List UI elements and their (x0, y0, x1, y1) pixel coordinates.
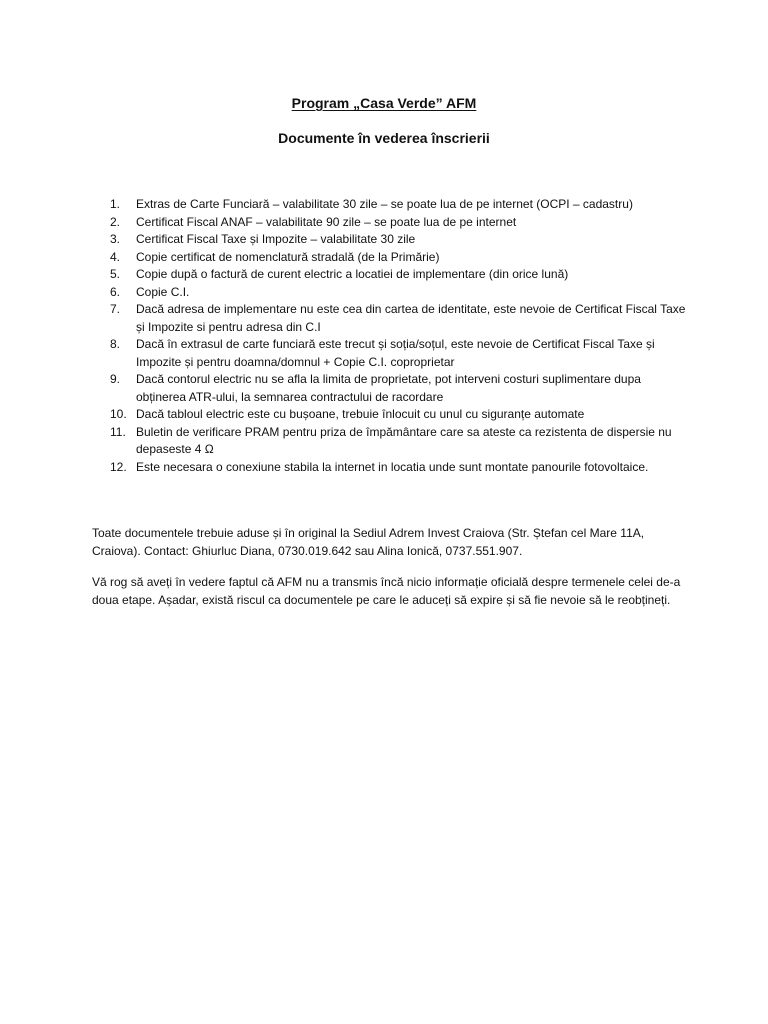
contact-paragraph: Toate documentele trebuie aduse și în original la Sediul Adrem Invest Craiova (Str. Ștefan cel Mare 11A, Craiova). Contact: Ghiurluc Diana, 0730.019.642 sau Alina Ionică, 0737.551.907. (92, 526, 645, 558)
list-item-text: Dacă adresa de implementare nu este cea din cartea de identitate, este nevoie de Certificat Fiscal Taxe și Impozite si pentru adresa din C.I (136, 302, 686, 334)
list-item (92, 214, 692, 232)
list-item-text: Copie după o factură de curent electric a locatiei de implementare (din orice lună) (136, 267, 569, 281)
list-item-text: Buletin de verificare PRAM pentru priza de împământare care sa ateste ca rezistenta de dispersie nu depaseste 4 Ω (136, 424, 672, 456)
list-item (92, 231, 692, 249)
list-item (92, 284, 692, 302)
list-item-text: Este necesara o conexiune stabila la internet in locatia unde sunt montate panourile fotovoltaice. (136, 459, 649, 474)
list-item-text: Dacă în extrasul de carte funciară este trecut și soția/soțul, este nevoie de Certificat Fiscal Taxe și Impozite și pentru doamna/domnul + Copie C.I. coproprietar (136, 337, 655, 369)
list-item-number: 6. (110, 284, 121, 299)
list-item (92, 424, 692, 459)
list-item (92, 301, 692, 336)
list-item-number: 1. (110, 197, 121, 211)
required-documents-list (92, 196, 692, 476)
list-item-number: 12. (110, 459, 127, 474)
page-title: Program „Casa Verde” AFM (291, 95, 477, 111)
list-item-text: Dacă contorul electric nu se afla la limita de proprietate, pot interveni costuri suplimentare dupa obținerea ATR-ului, la semnarea contractului de racordare (136, 372, 641, 404)
list-item-number: 3. (110, 232, 121, 246)
list-item-number: 9. (110, 372, 121, 386)
page-subtitle: Documente în vederea înscrierii (278, 130, 490, 146)
list-item-text: Certificat Fiscal Taxe și Impozite – valabilitate 30 zile (136, 232, 416, 246)
list-item (92, 249, 692, 267)
list-item (92, 336, 692, 371)
list-item (92, 266, 692, 284)
list-item-number: 4. (110, 249, 121, 264)
list-item-text: Certificat Fiscal ANAF – valabilitate 90 zile – se poate lua de pe internet (136, 214, 517, 229)
list-item-number: 10. (110, 407, 127, 421)
list-item-number: 5. (110, 267, 121, 281)
list-item-text: Dacă tabloul electric este cu bușoane, trebuie înlocuit cu unul cu siguranțe automate (136, 407, 585, 421)
list-item (92, 371, 692, 406)
list-item-text: Extras de Carte Funciară – valabilitate 30 zile – se poate lua de pe internet (OCPI – cadastru) (136, 197, 633, 211)
list-item-text: Copie C.I. (136, 284, 190, 299)
list-item (92, 406, 692, 424)
warning-paragraph: Vă rog să aveți în vedere faptul că AFM nu a transmis încă nicio informație oficială despre termenele celei de-a doua etape. Așadar, există riscul ca documentele pe care le aduceți să expire și să fie nevoie să le reobțineți. (92, 575, 681, 607)
list-item (92, 196, 692, 214)
list-item-number: 11. (110, 424, 126, 439)
list-item-number: 2. (110, 214, 121, 229)
list-item (92, 459, 692, 477)
list-item-number: 8. (110, 337, 121, 351)
list-item-number: 7. (110, 302, 121, 316)
list-item-text: Copie certificat de nomenclatură stradală (de la Primărie) (136, 249, 440, 264)
